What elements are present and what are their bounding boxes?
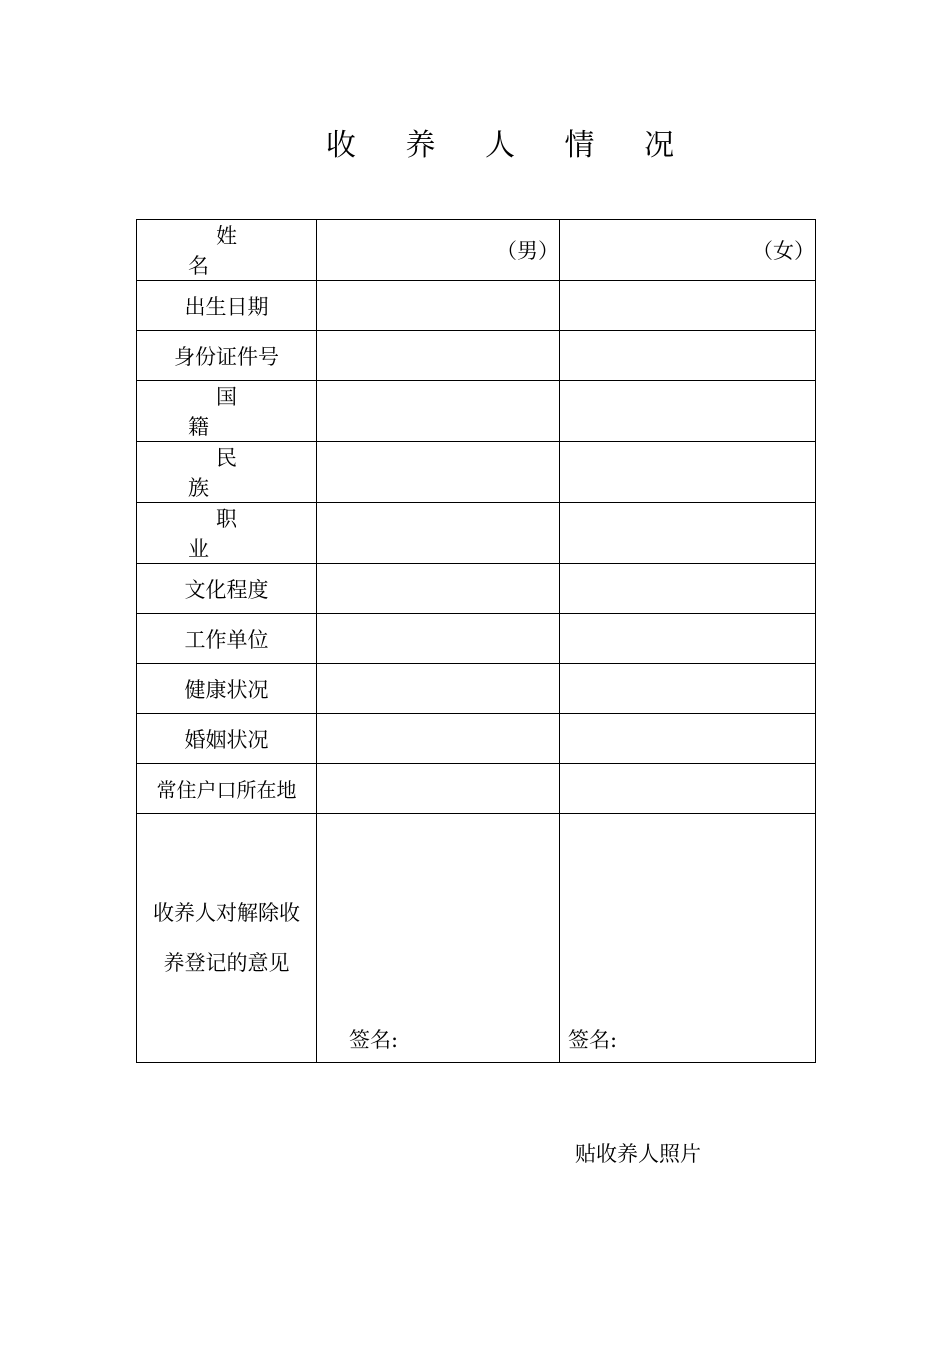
male-occupation-field[interactable] xyxy=(317,503,560,564)
male-health-field[interactable] xyxy=(317,664,560,714)
table-row xyxy=(137,564,816,614)
nationality-label: 国籍 xyxy=(137,381,317,442)
table-row xyxy=(137,331,816,381)
birth-date-label: 出生日期 xyxy=(137,281,317,331)
male-residence-field[interactable] xyxy=(317,764,560,814)
health-label: 健康状况 xyxy=(137,664,317,714)
table-row xyxy=(137,764,816,814)
table-row xyxy=(137,381,816,442)
male-opinion-field[interactable] xyxy=(317,814,560,1063)
education-label: 文化程度 xyxy=(137,564,317,614)
adopter-info-table xyxy=(136,219,816,1063)
female-signature-label: 签名: xyxy=(568,1028,618,1052)
name-label: 姓名 xyxy=(137,220,317,281)
residence-label: 常住户口所在地 xyxy=(137,764,317,814)
female-residence-field[interactable] xyxy=(560,764,816,814)
female-id-number-field[interactable] xyxy=(560,331,816,381)
male-birth-date-field[interactable] xyxy=(317,281,560,331)
female-marital-status-field[interactable] xyxy=(560,714,816,764)
male-education-field[interactable] xyxy=(317,564,560,614)
photo-placeholder-label: 贴收养人照片 xyxy=(575,1142,701,1166)
table-row xyxy=(137,714,816,764)
table-row xyxy=(137,814,816,1063)
female-education-field[interactable] xyxy=(560,564,816,614)
female-nationality-field[interactable] xyxy=(560,381,816,442)
employer-label: 工作单位 xyxy=(137,614,317,664)
marital-status-label: 婚姻状况 xyxy=(137,714,317,764)
male-id-number-field[interactable] xyxy=(317,331,560,381)
id-number-label: 身份证件号 xyxy=(137,331,317,381)
table-row xyxy=(137,614,816,664)
table-row xyxy=(137,442,816,503)
opinion-label-line1: 收养人对解除收 xyxy=(153,901,300,925)
male-nationality-field[interactable] xyxy=(317,381,560,442)
table-row xyxy=(137,664,816,714)
form-title: 收 养 人 情 况 xyxy=(325,128,695,163)
male-employer-field[interactable] xyxy=(317,614,560,664)
opinion-label-line2: 养登记的意见 xyxy=(163,951,290,975)
table-row xyxy=(137,503,816,564)
female-occupation-field[interactable] xyxy=(560,503,816,564)
female-name-field[interactable]: （女） xyxy=(560,220,816,281)
table-row xyxy=(137,281,816,331)
female-health-field[interactable] xyxy=(560,664,816,714)
female-employer-field[interactable] xyxy=(560,614,816,664)
female-ethnicity-field[interactable] xyxy=(560,442,816,503)
opinion-label xyxy=(137,814,317,1063)
occupation-label: 职业 xyxy=(137,503,317,564)
male-signature-label: 签名: xyxy=(349,1028,399,1052)
male-name-field[interactable]: （男） xyxy=(317,220,560,281)
male-marital-status-field[interactable] xyxy=(317,714,560,764)
table-row xyxy=(137,220,816,281)
ethnicity-label: 民族 xyxy=(137,442,317,503)
male-ethnicity-field[interactable] xyxy=(317,442,560,503)
female-birth-date-field[interactable] xyxy=(560,281,816,331)
female-opinion-field[interactable] xyxy=(560,814,816,1063)
